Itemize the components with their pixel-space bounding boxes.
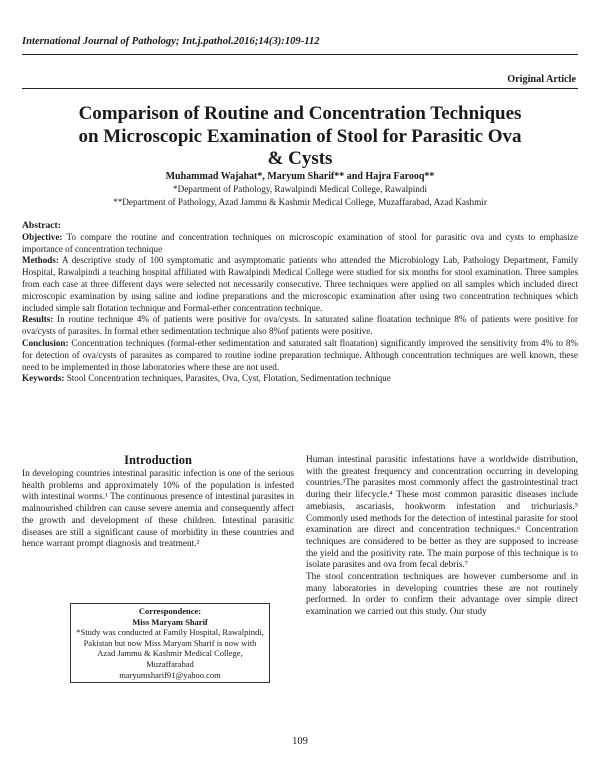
page-number: 109 — [292, 736, 308, 747]
abstract-conclusion: Conclusion: Concentration techniques (formal-ether sedimentation and saturated salt floatation) significantly improved the sensitivity from 4% to 8% for detection of ova/cysts of parasites as compared to routine iodine preparation technique. Although concentration techniques are well known, these need to be implemented in those laboratories where these are not used. — [22, 337, 578, 372]
intro-paragraph: In developing countries intestinal parasitic infection is one of the serious health problems and approximately 10% of the population is infested with intestinal worms.¹ The continuous presence of intestinal parasites in malnourished children can cause severe anemia and consequently affect the growth and development of these children. Intestinal parasitic diseases are still a significant cause of morbidity in these countries and hence warrant prompt diagnosis and treatment.² — [22, 469, 294, 550]
introduction-left-column — [22, 469, 294, 551]
introduction-right-column — [306, 455, 578, 619]
affiliation-2: **Department of Pathology, Azad Jammu & Kashmir Medical College, Muzaffarabad, Azad Kashmir — [113, 197, 487, 207]
affiliation-1: *Department of Pathology, Rawalpindi Medical College, Rawalpindi — [172, 184, 428, 194]
abstract-methods: Methods: A descriptive study of 100 symptomatic and asymptomatic patients who attended the Microbiology Lab, Pathology Department, Family Hospital, Rawalpindi a teaching hospital affiliated with Rawalpindi Medical College were studied for six months for stool examination. Three samples from each case at three different days were selected not necessarily consecutive. Three techniques were applied on all samples which included direct microscopic examination by using saline and iodine preparations and the microscopic examination after using two concentration techniques which included simple salt flotation technique and Formal-ether concentration technique. — [22, 255, 578, 313]
article-type-rule — [22, 88, 578, 89]
correspondence-note: *Study was conducted at Family Hospital, Rawalpindi, Pakistan but now Miss Maryam Sharif is now with Azad Jammu & Kashmir Medical College, Muzaffarabad — [76, 627, 264, 669]
title-line: & Cysts — [267, 148, 333, 169]
title-line: on Microscopic Examination of Stool for Parasitic Ova — [78, 125, 522, 147]
abstract — [22, 220, 578, 385]
abstract-results: Results: In routine technique 4% of patients were positive for ova/cysts. In saturated saline floatation technique 8% of patients were positive for ova/cysts of parasites. In formal ether sedimentation technique also 8%of patients were positive. — [22, 314, 578, 337]
correspondence-box — [70, 603, 270, 683]
intro-paragraph: The stool concentration techniques are however cumbersome and in many laboratories in developing countries these are not routinely performed. In order to confirm their advantage over simple direct examination we carried out this study. Our study — [306, 572, 578, 618]
abstract-objective: Objective: To compare the routine and concentration techniques on microscopic examination of stool for parasitic ova and cysts to emphasize importance of concentration technique — [22, 231, 579, 254]
author-list: Muhammad Wajahat*, Maryum Sharif** and Hajra Farooq** — [165, 171, 435, 182]
header-rule — [22, 54, 578, 55]
abstract-keywords: Keywords: Stool Concentration techniques, Parasites, Ova, Cyst, Flotation, Sedimentation technique — [22, 373, 391, 384]
correspondence-email: maryumsharif91@yahoo.com — [119, 669, 221, 680]
paper-title — [20, 103, 580, 171]
correspondence-name: Miss Maryam Sharif — [132, 616, 208, 627]
introduction-heading: Introduction — [124, 453, 192, 467]
intro-paragraph: Human intestinal parasitic infestations have a worldwide distribution, with the greatest frequency and concentration occurring in developing countries.³The parasites most commonly affect the gastrointestinal tract during their lifecycle.⁴ These most common parasitic diseases include amebiasis, ascariasis, hookworm infestation and trichuriasis.⁵ Commonly used methods for the detection of intestinal parasite for stool examination are direct and concentration techniques.⁶ Concentration techniques are considered to be better as they are supposed to increase the yield and the positivity rate. The main purpose of this technique is to isolate parasites and ova from fecal debris.⁷ — [306, 455, 578, 571]
correspondence-heading: Correspondence: — [138, 606, 202, 616]
abstract-heading: Abstract: — [22, 220, 61, 231]
article-type: Original Article — [507, 74, 576, 85]
title-line: Comparison of Routine and Concentration Techniques — [78, 103, 522, 124]
journal-citation: International Journal of Pathology; Int.j.pathol.2016;14(3):109-112 — [22, 36, 320, 47]
